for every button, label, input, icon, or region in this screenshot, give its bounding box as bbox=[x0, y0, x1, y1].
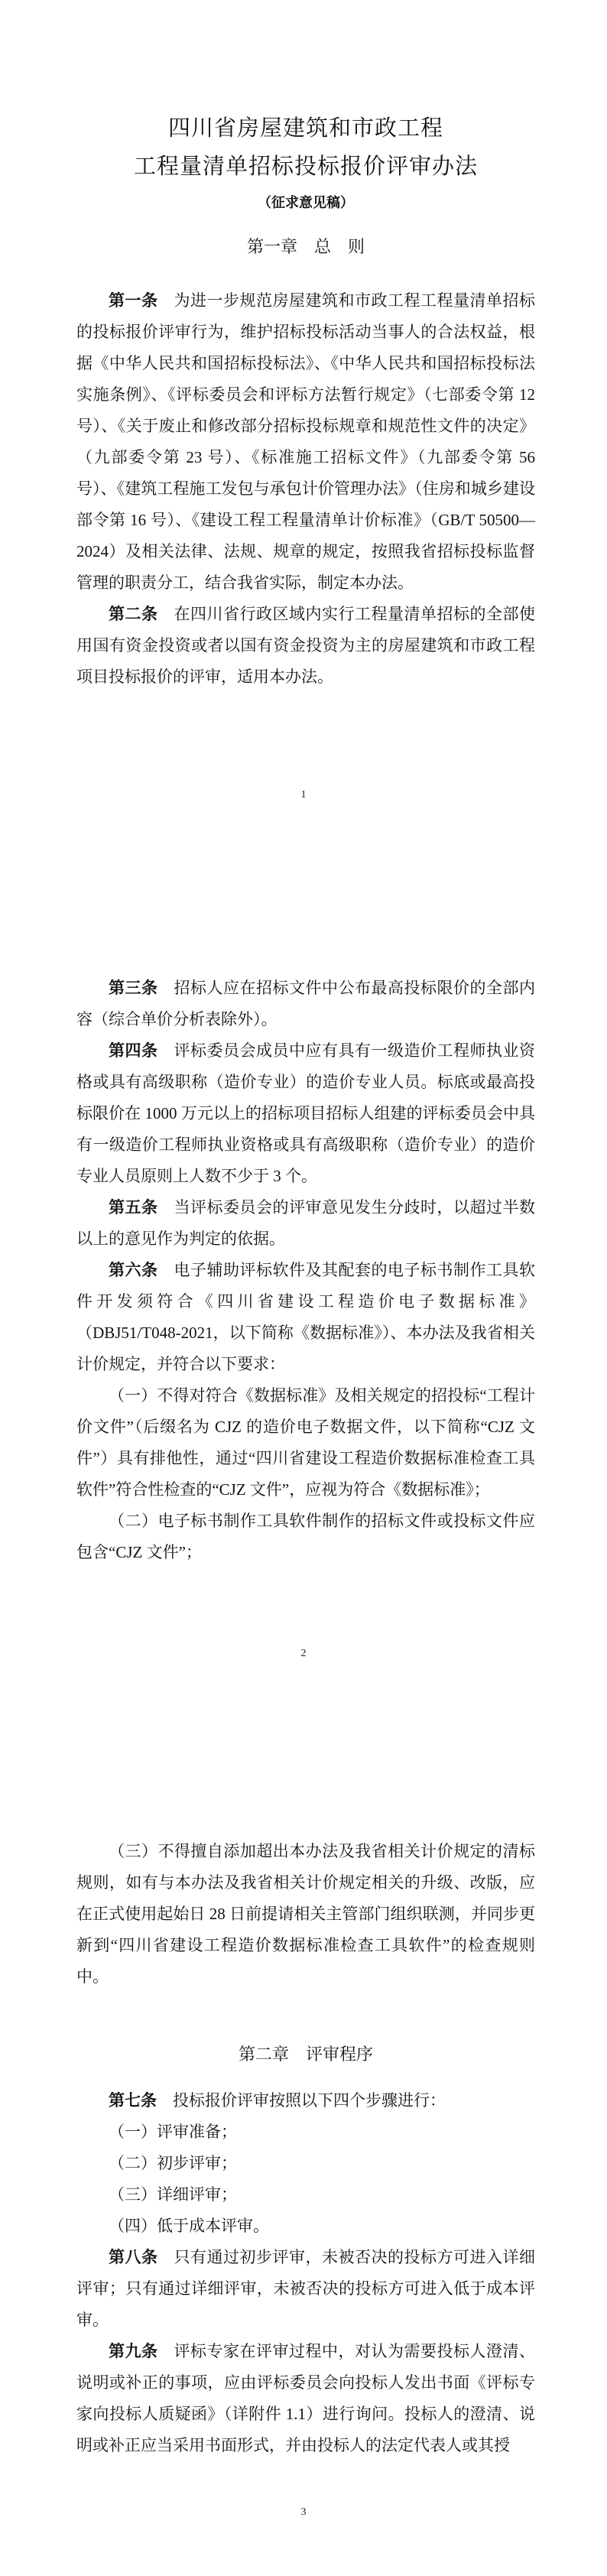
article-9-number: 第九条 bbox=[109, 2342, 158, 2360]
page-number-3: 3 bbox=[300, 2506, 307, 2518]
article-6-clause-2-text: （二）电子标书制作工具软件制作的招标文件或投标文件应包含“CJZ 文件”； bbox=[76, 1512, 535, 1561]
article-7-number: 第七条 bbox=[109, 2091, 157, 2110]
article-1-text: 为进一步规范房屋建筑和市政工程工程量清单招标的投标报价评审行为，维护招标投标活动当事人的合法权益，根据《中华人民共和国招标投标法》、《中华人民共和国招标投标法实施条例》、《评标委员会和评标方法暂行规定》（七部委令第 12 号）、《关于废止和修改部分招标投标规章和规范性文件的决定》（九部委令第 23 号）、《标准施工招标文件》（九部委令第 56 号）、《建筑工程施工发包与承包计价管理办法》（住房和城乡建设部令第 16 号）、《建设工程工程量清单计价标准》（GB/T 50500—2024）及相关法律、法规、规章的规定，按照我省招标投标监督管理的职责分工，结合我省实际，制定本办法。 bbox=[76, 291, 535, 592]
page-1 bbox=[0, 0, 607, 859]
article-7-text: 投标报价评审按照以下四个步骤进行： bbox=[173, 2091, 446, 2110]
chapter-2-heading: 第二章 评审程序 bbox=[238, 2045, 373, 2064]
article-9-text: 评标专家在评审过程中，对认为需要投标人澄清、说明或补正的事项，应由评标委员会向投标人发出书面《评标专家向投标人质疑函》（详附件 1.1）进行询问。投标人的澄清、说明或补正应当采用书面形式，并由投标人的法定代表人或其授 bbox=[76, 2342, 535, 2454]
article-6 bbox=[76, 1255, 535, 1380]
article-5-text: 当评标委员会的评审意见发生分歧时，以超过半数以上的意见作为判定的依据。 bbox=[76, 1198, 535, 1248]
article-7-step-4 bbox=[76, 2211, 535, 2242]
article-3 bbox=[76, 973, 535, 1035]
article-8-number: 第八条 bbox=[109, 2248, 158, 2266]
article-5 bbox=[76, 1192, 535, 1255]
article-7 bbox=[76, 2085, 535, 2116]
article-9 bbox=[76, 2336, 535, 2461]
article-6-clause-1 bbox=[76, 1380, 535, 1506]
page-number-2: 2 bbox=[300, 1648, 307, 1659]
article-6-clause-2 bbox=[76, 1506, 535, 1568]
article-7-step-1-text: （一）评审准备； bbox=[109, 2123, 237, 2141]
article-1-number: 第一条 bbox=[109, 291, 158, 310]
article-6-clause-1-text: （一）不得对符合《数据标准》及相关规定的招投标“工程计价文件”（后缀名为 CJZ 的造价电子数据文件，以下简称“CJZ 文件”）具有排他性，通过“四川省建设工程造价数据标准检查工具软件”符合性检查的“CJZ 文件”，应视为符合《数据标准》； bbox=[76, 1386, 535, 1499]
article-3-number: 第三条 bbox=[109, 979, 158, 997]
article-4-text: 评标委员会成员中应有具有一级造价工程师执业资格或具有高级职称（造价专业）的造价专业人员。标底或最高投标限价在 1000 万元以上的招标项目招标人组建的评标委员会中具有一级造价工程师执业资格或具有高级职称（造价专业）的造价专业人员原则上人数不少于 3 个。 bbox=[76, 1041, 535, 1185]
article-7-step-3-text: （三）详细评审； bbox=[109, 2185, 237, 2204]
article-7-step-1 bbox=[76, 2116, 535, 2148]
article-6-clause-3-text: （三）不得擅自添加超出本办法及我省相关计价规定的清标规则，如有与本办法及我省相关计价规定相关的升级、改版，应在正式使用起始日 28 日前提请相关主管部门组织联测，并同步更新到“四川省建设工程造价数据标准检查工具软件”的检查规则中。 bbox=[76, 1842, 535, 1986]
doc-subtitle: （征求意见稿） bbox=[258, 195, 354, 210]
article-2-number: 第二条 bbox=[109, 605, 158, 623]
article-4 bbox=[76, 1035, 535, 1192]
article-7-step-2 bbox=[76, 2148, 535, 2179]
article-1 bbox=[76, 285, 535, 599]
chapter-1-heading: 第一章 总 则 bbox=[246, 237, 365, 256]
article-6-number: 第六条 bbox=[109, 1261, 158, 1279]
article-8 bbox=[76, 2242, 535, 2336]
article-3-text: 招标人应在招标文件中公布最高投标限价的全部内容（综合单价分析表除外）。 bbox=[76, 979, 535, 1028]
page-number-1: 1 bbox=[300, 789, 307, 801]
article-2-text: 在四川省行政区域内实行工程量清单招标的全部使用国有资金投资或者以国有资金投资为主的房屋建筑和市政工程项目投标报价的评审，适用本办法。 bbox=[76, 605, 535, 686]
article-6-clause-3 bbox=[76, 1836, 535, 1993]
article-8-text: 只有通过初步评审，未被否决的投标方可进入详细评审；只有通过详细评审，未被否决的投标方可进入低于成本评审。 bbox=[76, 2248, 535, 2329]
doc-title-line-1: 四川省房屋建筑和市政工程 bbox=[167, 116, 443, 141]
article-7-step-3 bbox=[76, 2179, 535, 2211]
page-2 bbox=[0, 859, 607, 1717]
article-4-number: 第四条 bbox=[109, 1041, 158, 1060]
article-6-text: 电子辅助评标软件及其配套的电子标书制作工具软件开发须符合《四川省建设工程造价电子数据标准》（DBJ51/T048-2021，以下简称《数据标准》）、本办法及我省相关计价规定，并符合以下要求： bbox=[76, 1261, 535, 1373]
page-3 bbox=[0, 1717, 607, 2576]
article-7-step-4-text: （四）低于成本评审。 bbox=[109, 2217, 269, 2235]
article-7-step-2-text: （二）初步评审； bbox=[109, 2154, 237, 2172]
article-2 bbox=[76, 599, 535, 693]
article-5-number: 第五条 bbox=[109, 1198, 158, 1217]
doc-title-line-2: 工程量清单招标投标报价评审办法 bbox=[133, 154, 478, 179]
